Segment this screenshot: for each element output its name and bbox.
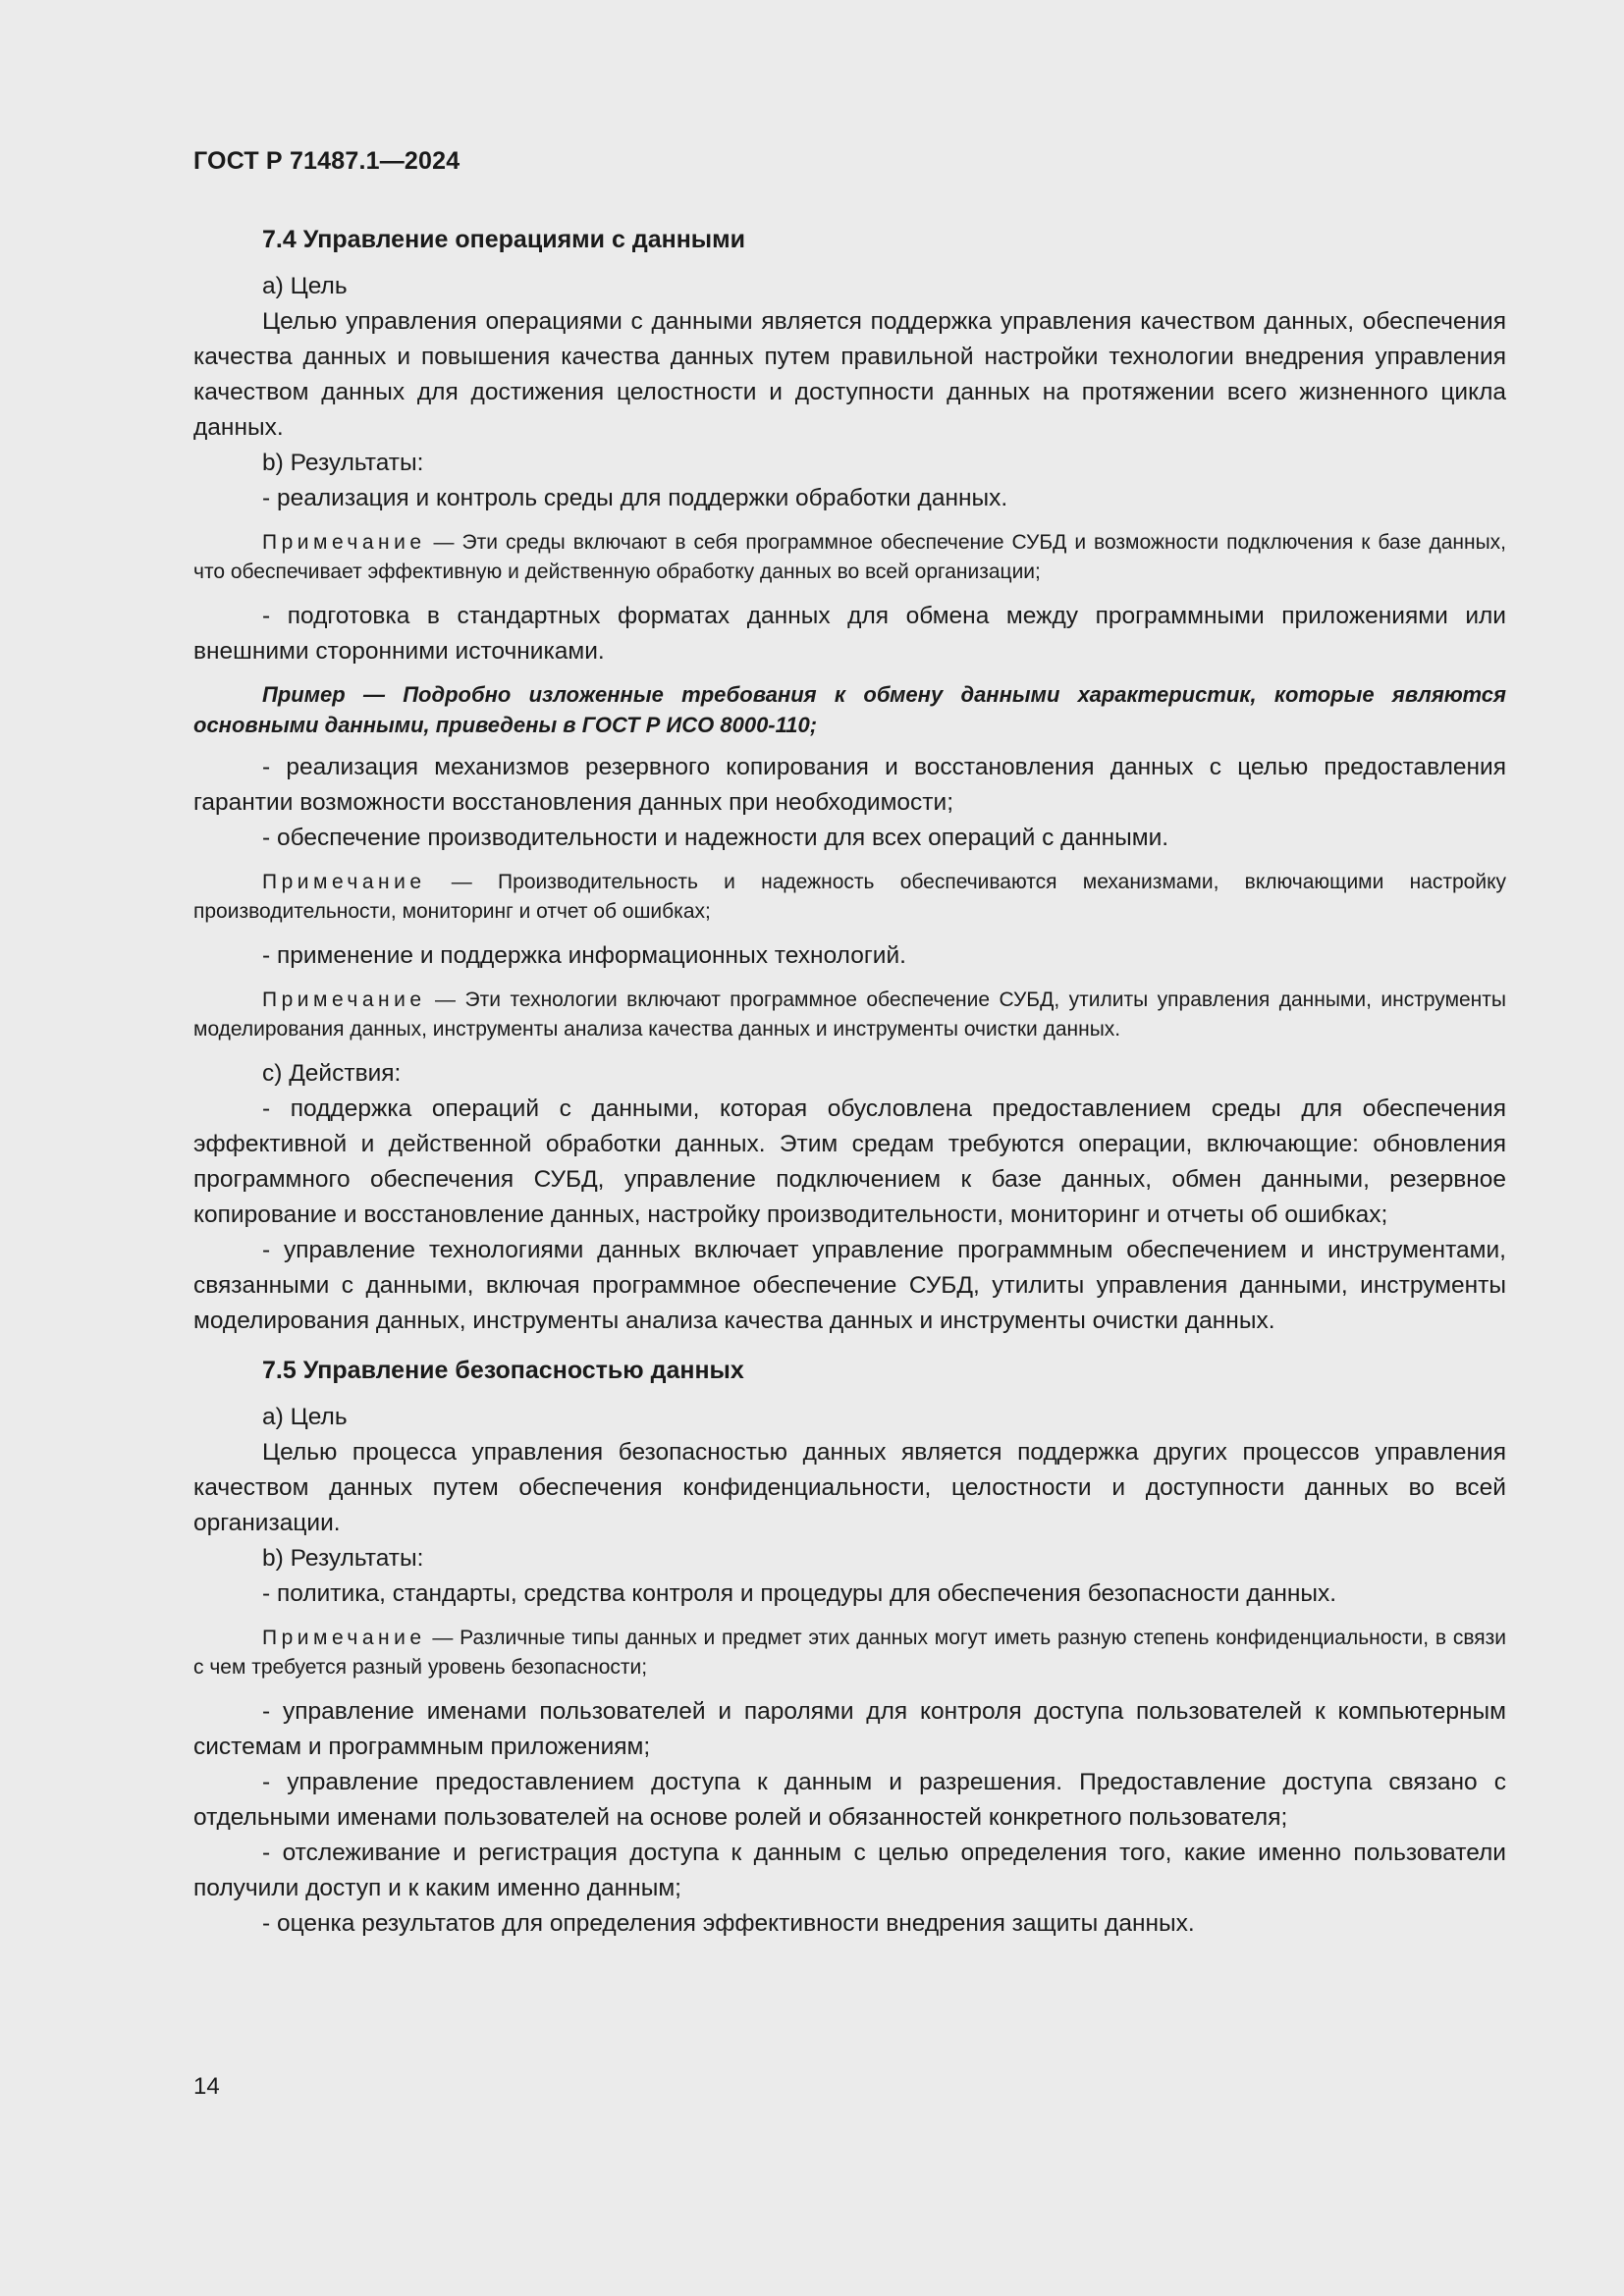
page-number: 14 (193, 2073, 220, 2100)
note-label: Примечание (262, 1627, 426, 1649)
results-label: b) Результаты: (262, 450, 424, 476)
result-item: - подготовка в стандартных форматах данных для обмена между программными приложениями или внешними сторонними источниками. (193, 603, 1506, 665)
goal-label: а) Цель (262, 273, 348, 299)
action-item: - управление технологиями данных включает управление программным обеспечением и инструментами, связанными с данными, включая программное обеспечение СУБД, утилиты управления данными, инструменты моделирования данных, инструменты анализа качества данных и инструменты очистки данных. (193, 1237, 1506, 1334)
note-label: Примечание (262, 531, 426, 554)
result-item: - управление именами пользователей и паролями для контроля доступа пользователей к компьютерным системам и программным приложениям; (193, 1698, 1506, 1760)
document-header: ГОСТ Р 71487.1—2024 (193, 147, 460, 175)
note-text: — Различные типы данных и предмет этих данных могут иметь разную степень конфиденциальности, в связи с чем требуется разный уровень безопасности; (193, 1627, 1506, 1679)
section-heading-7-4: 7.4 Управление операциями с данными (262, 226, 746, 253)
note (193, 528, 1506, 587)
results-label: b) Результаты: (262, 1545, 424, 1572)
result-item: - политика, стандарты, средства контроля и процедуры для обеспечения безопасности данных. (262, 1580, 1337, 1607)
result-item: - обеспечение производительности и надежности для всех операций с данными. (262, 825, 1169, 851)
result-item: - оценка результатов для определения эффективности внедрения защиты данных. (262, 1910, 1195, 1937)
goal-paragraph: Целью управления операциями с данными является поддержка управления качеством данных, обеспечения качества данных и повышения качества данных путем правильной настройки технологии внедрения управления качеством данных для достижения целостности и доступности данных на протяжении всего жизненного цикла данных. (193, 308, 1506, 441)
section-heading-7-5: 7.5 Управление безопасностью данных (262, 1357, 744, 1384)
action-item: - поддержка операций с данными, которая обусловлена предоставлением среды для обеспечения эффективной и действенной обработки данных. Этим средам требуются операции, включающие: обновления программного обеспечения СУБД, управление подключением к базе данных, обмен данными, резервное копирование и восстановление данных, настройку производительности, мониторинг и отчеты об ошибках; (193, 1095, 1506, 1228)
result-item: - применение и поддержка информационных технологий. (262, 942, 906, 969)
note-label: Примечание (262, 988, 426, 1011)
actions-label: с) Действия: (262, 1060, 402, 1087)
note-text: — Эти среды включают в себя программное обеспечение СУБД и возможности подключения к базе данных, что обеспечивает эффективную и действенную обработку данных во всей организации; (193, 531, 1506, 583)
note-text: — Эти технологии включают программное обеспечение СУБД, утилиты управления данными, инструменты моделирования данных, инструменты анализа качества данных и инструменты очистки данных. (193, 988, 1506, 1041)
page-content (193, 222, 1506, 1942)
note (193, 1624, 1506, 1682)
note (193, 868, 1506, 927)
note-text: — Производительность и надежность обеспечиваются механизмами, включающими настройку производительности, мониторинг и отчет об ошибках; (193, 871, 1506, 923)
goal-paragraph: Целью процесса управления безопасностью данных является поддержка других процессов управления качеством данных путем обеспечения конфиденциальности, целостности и доступности данных во всей организации. (193, 1439, 1506, 1536)
section-gap (193, 1339, 1506, 1353)
result-item: - реализация механизмов резервного копирования и восстановления данных с целью предоставления гарантии возможности восстановления данных при необходимости; (193, 754, 1506, 816)
result-item: - отслеживание и регистрация доступа к данным с целью определения того, какие именно пользователи получили доступ и к каким именно данным; (193, 1840, 1506, 1901)
example: Пример — Подробно изложенные требования к обмену данными характеристик, которые являются основными данными, приведены в ГОСТ Р ИСО 8000-110; (193, 682, 1506, 737)
note (193, 986, 1506, 1044)
goal-label: а) Цель (262, 1404, 348, 1430)
result-item: - реализация и контроль среды для поддержки обработки данных. (262, 485, 1008, 511)
note-label: Примечание (262, 871, 426, 893)
result-item: - управление предоставлением доступа к данным и разрешения. Предоставление доступа связано с отдельными именами пользователей на основе ролей и обязанностей конкретного пользователя; (193, 1769, 1506, 1831)
